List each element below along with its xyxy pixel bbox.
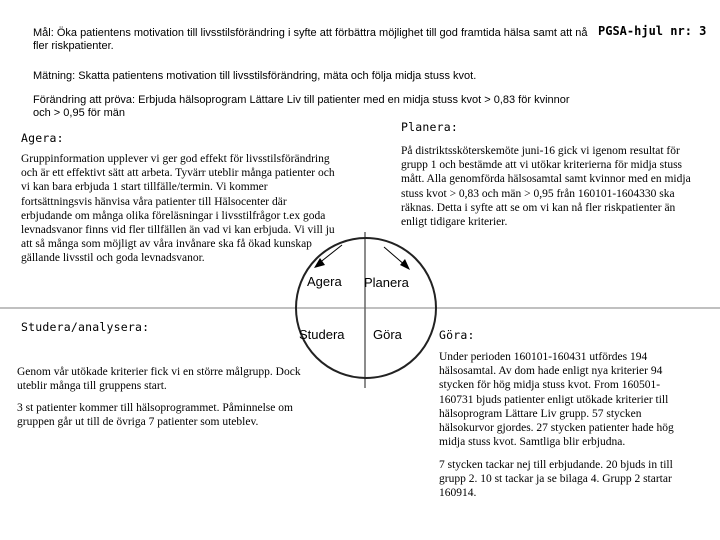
studera-text-1: Genom vår utökade kriterier fick vi en större målgrupp. Dock uteblir många till gruppens start.	[17, 366, 301, 393]
wheel-label-studera: Studera	[299, 327, 345, 342]
agera-heading: Agera:	[21, 131, 64, 145]
wheel-label-gora: Göra	[373, 327, 402, 342]
gora-text-2: 7 stycken tackar nej till erbjudande. 20 bjuds in till grupp 2. 10 st tackar ja se bilaga 4. Grupp 2 startar 160914.	[439, 459, 673, 500]
studera-text-2: 3 st patienter kommer till hälsoprogrammet. Påminnelse om gruppen går ut till de övriga 7 patienter som uteblev.	[17, 402, 293, 429]
planera-text: På distriktssköterskemöte juni-16 gick vi igenom resultat för grupp 1 och bestämde att vi utökar kriterierna för midja stuss mått. Alla genomförda hälsosamtal samt kvinnor med en midja stuss kvot > 0,83 och män > 0,95 från 160101-1604330 ska räknas. Detta i syfte att se om vi kan nå fler riskpatienter än enligt tidigare kriterier.	[401, 145, 691, 229]
gora-text-1: Under perioden 160101-160431 utfördes 194 hälsosamtal. Av dom hade enligt nya kriterier 94 stycken för hög midja stuss kvot. From 160501-160731 bjuds patienter enligt utökade kriterier till hälsoprogram Lättare Liv grupp. 57 stycken hälsokurvor gjordes. 27 stycken patienter hade hög midja stuss kvot. Samtliga blir erbjudna.	[439, 351, 674, 449]
planera-heading: Planera:	[401, 120, 458, 134]
wheel-label-planera: Planera	[364, 275, 409, 290]
wheel-number: PGSA-hjul nr: 3	[598, 24, 707, 38]
change-text: Förändring att pröva: Erbjuda hälsoprogram Lättare Liv till patienter med en midja stuss kvot > 0,83 för kvinnor och > 0,95 för män	[33, 94, 570, 119]
studera-heading: Studera/analysera:	[21, 320, 150, 334]
goal-text: Mål: Öka patientens motivation till livsstilsförändring i syfte att förbättra möjlighet till god framtida hälsa samt att nå fler riskpatienter.	[33, 27, 588, 52]
gora-heading: Göra:	[439, 328, 475, 342]
wheel-label-agera: Agera	[307, 274, 342, 289]
agera-text: Gruppinformation upplever vi ger god effekt för livsstilsförändring och är ett effektivt sätt att arbeta. Tyvärr uteblir många patienter och vi kan bara erbjuda 1 start tillfälle/termin. Vi kommer fortsättningsvis hänvisa våra patienter till Hälsocenter där erbjudande om många olika föreläsningar i livsstilfrågor t.ex goda levnadsvanor finns vid fler tillfällen än vad vi kan erbjuda. Vi vill ju att så många som möjligt av våra invånare ska få ökad kunskap gällande livsstil och goda levnadsvanor.	[21, 153, 335, 265]
measurement-text: Mätning: Skatta patientens motivation till livsstilsförändring, mäta och följa midja stuss kvot.	[33, 70, 477, 82]
